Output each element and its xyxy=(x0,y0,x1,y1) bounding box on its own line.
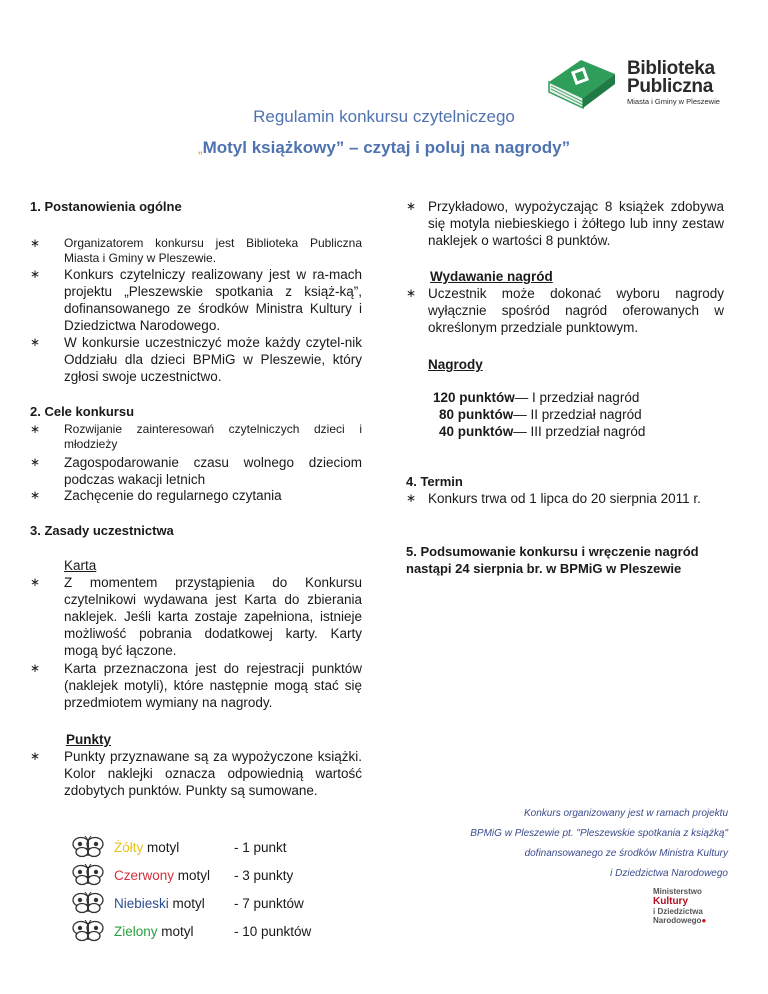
butterfly-color-name xyxy=(114,868,226,883)
bullet-text: Karta przeznaczona jest do rejestracji punktów (naklejek motyli), które następnie mogą stać się przedmiotem wymiany na nagrody. xyxy=(64,661,362,710)
list-item xyxy=(30,334,362,385)
bullet-icon: ∗ xyxy=(406,491,417,505)
color-word: Niebieski xyxy=(114,895,169,911)
butterfly-cell xyxy=(72,861,226,889)
ministry-logo xyxy=(653,887,719,925)
list-item xyxy=(406,490,724,507)
butterfly-points: - 10 punktów xyxy=(234,923,312,939)
butterfly-cell xyxy=(72,889,226,917)
butterfly-icon xyxy=(72,920,104,942)
prize-row xyxy=(439,423,757,440)
color-word: Zielony xyxy=(114,923,158,939)
color-word-suffix: motyl xyxy=(157,923,194,939)
punkty-heading: Punkty xyxy=(66,732,112,747)
list-item xyxy=(30,487,362,504)
butterfly-row xyxy=(72,861,311,889)
section-3-heading: 3. Zasady uczestnictwa xyxy=(30,523,174,538)
ministry-dot-icon: ● xyxy=(701,916,707,925)
bullet-icon: ∗ xyxy=(30,422,41,436)
prize-points: 40 punktów xyxy=(439,424,514,439)
wydawanie-heading: Wydawanie nagród xyxy=(430,269,553,284)
butterfly-row xyxy=(72,917,311,945)
prize-points: 80 punktów xyxy=(439,407,514,422)
logo-line-2: Publiczna xyxy=(627,76,713,97)
prize-desc: — III przedział nagród xyxy=(513,424,646,439)
butterfly-icon xyxy=(72,836,104,858)
prize-row xyxy=(433,389,751,406)
bullet-icon: ∗ xyxy=(30,455,41,469)
bullet-icon: ∗ xyxy=(30,749,41,763)
page-title: Regulamin konkursu czytelniczego xyxy=(253,107,515,126)
butterfly-points: - 7 punktów xyxy=(234,895,304,911)
list-item xyxy=(30,574,362,659)
butterfly-row xyxy=(72,833,311,861)
prize-row xyxy=(439,406,757,423)
bullet-text: W konkursie uczestniczyć może każdy czytel-nik Oddziału dla dzieci BPMiG w Pleszewie, który zgłosi swoje uczestnictwo. xyxy=(64,335,362,384)
prize-desc: — II przedział nagród xyxy=(513,407,642,422)
butterfly-points: - 1 punkt xyxy=(234,839,287,855)
prize-points: 120 punktów xyxy=(433,390,515,405)
bullet-text: Zachęcenie do regularnego czytania xyxy=(64,488,282,503)
bullet-icon: ∗ xyxy=(406,199,417,213)
color-word: Żółty xyxy=(114,839,144,855)
butterfly-icon xyxy=(72,864,104,886)
open-quote: „ xyxy=(197,140,203,156)
butterfly-cell xyxy=(72,917,226,945)
bullet-text: Z momentem przystąpienia do Konkursu czytelnikowi wydawana jest Karta do zbierania naklejek. Jeśli karta zostaje zapełniona, istnieje możliwość pobrania dodatkowej karty. Karty mogą być łączone. xyxy=(64,575,362,658)
karta-heading: Karta xyxy=(64,558,97,573)
list-item xyxy=(30,454,362,488)
butterfly-color-name xyxy=(114,896,226,911)
butterfly-points: - 3 punkty xyxy=(234,867,294,883)
sponsor-line-3: dofinansowanego ze środków Ministra Kultury xyxy=(524,848,728,859)
bullet-text: Organizatorem konkursu jest Biblioteka Publiczna Miasta i Gminy w Pleszewie. xyxy=(64,236,362,265)
ministry-logo-line-3: i Dziedzictwa xyxy=(653,907,703,916)
bullet-icon: ∗ xyxy=(30,488,41,502)
butterfly-color-name xyxy=(114,840,226,855)
list-item xyxy=(406,198,724,249)
logo-line-3: Miasta i Gminy w Pleszewie xyxy=(627,97,720,106)
bullet-icon: ∗ xyxy=(30,267,41,281)
list-item xyxy=(30,422,362,452)
bullet-icon: ∗ xyxy=(406,286,417,300)
bullet-icon: ∗ xyxy=(30,575,41,589)
butterfly-cell xyxy=(72,833,226,861)
bullet-text: Konkurs trwa od 1 lipca do 20 sierpnia 2011 r. xyxy=(428,491,701,506)
ministry-logo-line-1: Ministerstwo xyxy=(653,887,702,896)
list-item xyxy=(30,236,362,266)
bullet-text: Rozwijanie zainteresowań czytelniczych dzieci i młodzieży xyxy=(64,422,362,451)
list-item xyxy=(30,266,362,334)
butterfly-row xyxy=(72,889,311,917)
list-item xyxy=(406,285,724,336)
ministry-logo-line-4: Narodowego xyxy=(653,916,702,925)
bullet-text: Konkurs czytelniczy realizowany jest w ra-mach projektu „Pleszewskie spotkania z książ-ką”, dofinansowanego ze środków Ministra Kultury i Dziedzictwa Narodowego. xyxy=(64,267,362,333)
bullet-text: Przykładowo, wypożyczając 8 książek zdobywa się motyla niebieskiego i żółtego lub inny zestaw naklejek o wartości 8 punktów. xyxy=(428,199,724,248)
prize-desc: — I przedział nagród xyxy=(514,390,640,405)
section-4-heading: 4. Termin xyxy=(406,474,463,489)
ministry-logo-line-2: Kultury xyxy=(653,896,688,907)
butterfly-points-table xyxy=(72,833,311,945)
bullet-text: Zagospodarowanie czasu wolnego dzieciom podczas wakacji letnich xyxy=(64,455,362,487)
bullet-text: Uczestnik może dokonać wyboru nagrody wyłącznie spośród nagród oferowanych w określonym przedziale punktowym. xyxy=(428,286,724,335)
section-5-heading: 5. Podsumowanie konkursu i wręczenie nagród xyxy=(406,544,699,559)
list-item xyxy=(30,660,362,711)
color-word-suffix: motyl xyxy=(174,867,211,883)
section-5-text: nastąpi 24 sierpnia br. w BPMiG w Pleszewie xyxy=(406,561,682,576)
sponsor-line-4: i Dziedzictwa Narodowego xyxy=(610,868,728,879)
sponsor-line-2: BPMiG w Pleszewie pt. "Pleszewskie spotkania z książką" xyxy=(470,828,728,839)
bullet-icon: ∗ xyxy=(30,335,41,349)
color-word: Czerwony xyxy=(114,867,175,883)
subtitle-text: Motyl książkowy” – czytaj i poluj na nagrody” xyxy=(202,138,571,157)
nagrody-heading: Nagrody xyxy=(428,357,483,372)
bullet-text: Punkty przyznawane są za wypożyczone książki. Kolor naklejki oznacza odpowiednią wartość zdobytych punktów. Punkty są sumowane. xyxy=(64,749,362,798)
sponsor-line-1: Konkurs organizowany jest w ramach projektu xyxy=(524,808,728,819)
logo-line-1: Biblioteka xyxy=(627,58,715,79)
butterfly-color-name xyxy=(114,924,226,939)
section-1-heading: 1. Postanowienia ogólne xyxy=(30,199,182,214)
bullet-icon: ∗ xyxy=(30,661,41,675)
list-item xyxy=(30,748,362,799)
bullet-icon: ∗ xyxy=(30,236,41,250)
right-column xyxy=(406,0,724,994)
section-2-heading: 2. Cele konkursu xyxy=(30,404,135,419)
butterfly-icon xyxy=(72,892,104,914)
color-word-suffix: motyl xyxy=(168,895,205,911)
color-word-suffix: motyl xyxy=(143,839,180,855)
